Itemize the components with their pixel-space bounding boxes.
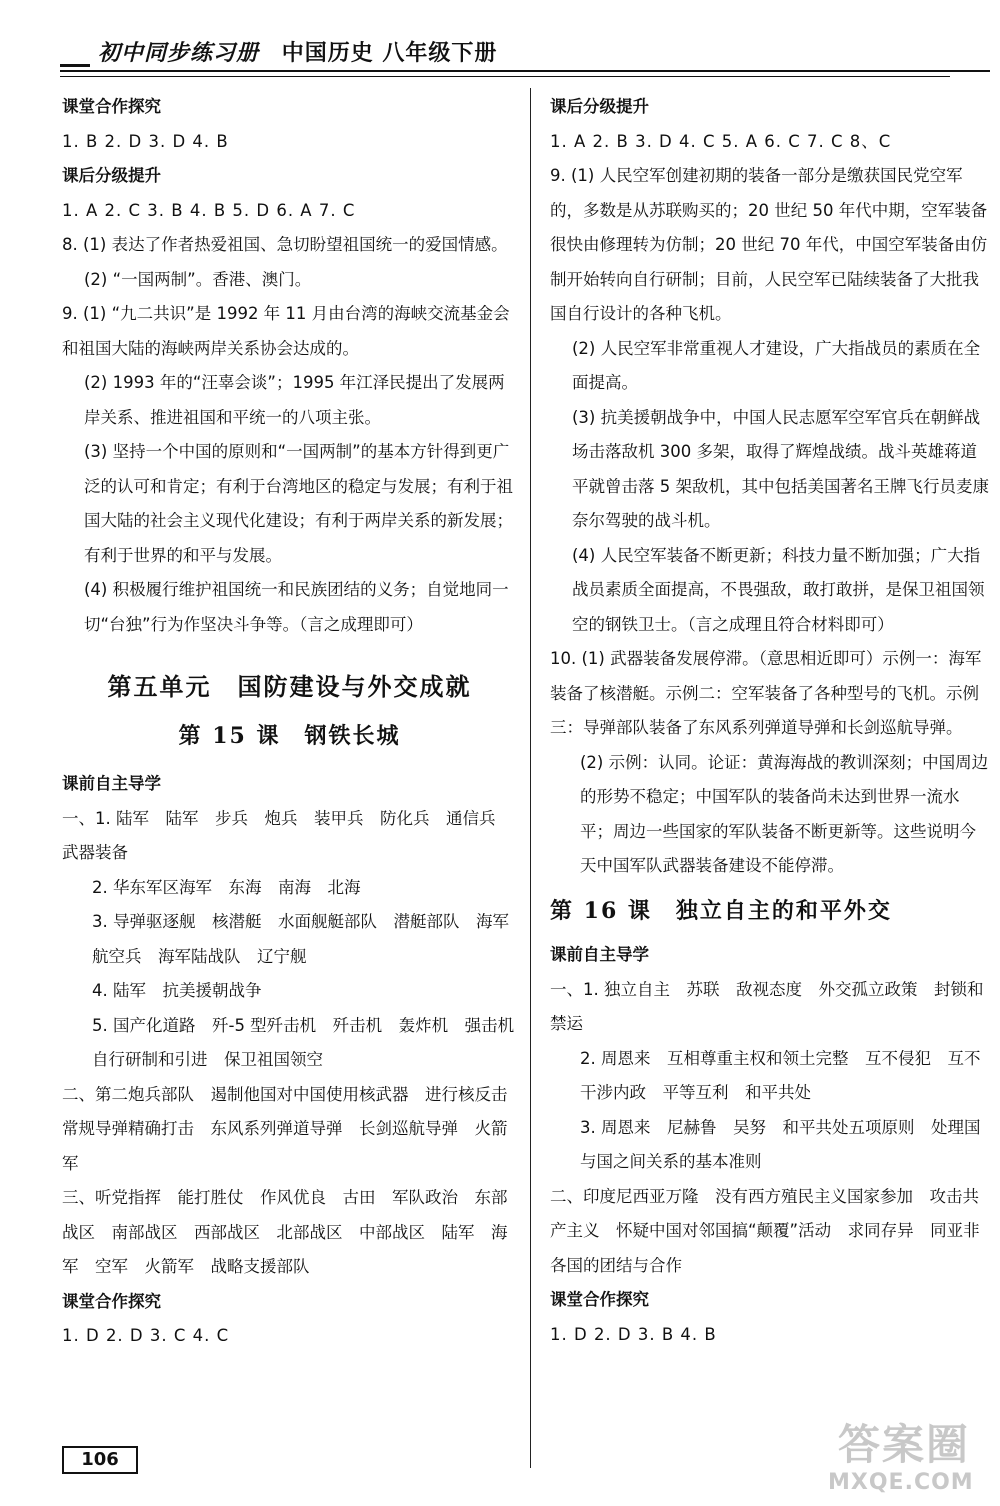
section-title: 课后分级提升 [550,97,649,116]
watermark-logo [828,1412,988,1502]
answer-paragraph: 4. 陆军 抗美援朝战争 [92,981,262,1000]
section-title: 课后分级提升 [62,166,161,185]
header-title [98,36,497,67]
answer-paragraph: 一、1. 独立自主 苏联 敌视态度 外交孤立政策 封锁和禁运 [550,979,984,1033]
answer-paragraph: 2. 华东军区海军 东海 南海 北海 [92,877,361,897]
answer-paragraph: (3) 抗美援朝战争中，中国人民志愿军空军官兵在朝鲜战场击落敌机 300 多架，取得了辉煌战绩。战斗英雄蒋道平就曾击落 5 架敌机，其中包括美国著名王牌飞行员麦康奈尔驾驶的战斗机。 [572,407,989,530]
watermark-sub: MXQE.COM [828,1470,974,1495]
section-title: 课前自主导学 [62,774,161,793]
answer-paragraph: 三、听党指挥 能打胜仗 作风优良 古田 军队政治 东部战区 南部战区 西部战区 北部战区 中部战区 陆军 海军 空军 火箭军 战略支援部队 [62,1188,508,1276]
header-rule-thin [60,76,950,77]
right-column [550,90,990,1352]
answer-paragraph: (2) 人民空军非常重视人才建设，广大指战员的素质在全面提高。 [572,338,981,392]
lesson-title: 第 15 课 钢铁长城 [178,722,401,749]
section-title: 课堂合作探究 [550,1290,649,1309]
answer-line: 1. A 2. B 3. D 4. C 5. A 6. C 7. C 8、C [550,131,892,151]
answer-line: 1. D 2. D 3. C 4. C [62,1326,230,1345]
header-decoration [60,64,90,67]
page-number: 106 [62,1446,138,1474]
answer-line: 1. B 2. D 3. D 4. B [62,131,229,151]
answer-paragraph: (4) 人民空军装备不断更新；科技力量不断加强；广大指战员素质全面提高，不畏强敌，敢打敢拼，是保卫祖国领空的钢铁卫士。（言之成理且符合材料即可） [572,545,985,634]
section-title: 课堂合作探究 [62,97,161,116]
header-series: 初中同步练习册 [98,41,260,66]
answer-paragraph: 10. (1) 武器装备发展停滞。（意思相近即可）示例一：海军装备了核潜艇。示例二：空军装备了各种型号的飞机。示例三：导弹部队装备了东风系列弹道导弹和长剑巡航导弹。 [550,649,982,737]
answer-paragraph: 8. (1) 表达了作者热爱祖国、急切盼望祖国统一的爱国情感。 [62,235,508,254]
answer-paragraph: (2) “一国两制”。香港、澳门。 [84,269,312,289]
lesson-title: 第 16 课 独立自主的和平外交 [550,897,892,924]
answer-paragraph: 一、1. 陆军 陆军 步兵 炮兵 装甲兵 防化兵 通信兵 武器装备 [62,808,512,862]
answer-line: 1. A 2. C 3. B 4. B 5. D 6. A 7. C [62,200,356,220]
answer-paragraph: 9. (1) 人民空军创建初期的装备一部分是缴获国民党空军的，多数是从苏联购买的；20 世纪 50 年代中期，空军装备很快由修理转为仿制；20 世纪 70 年代，中国空军装备由仿制开始转向自行研制；目前，人民空军已陆续装备了大批我国自行设计的各种飞机。 [550,166,988,323]
answer-paragraph: (2) 1993 年的“汪辜会谈”；1995 年江泽民提出了发展两岸关系、推进祖国和平统一的八项主张。 [84,373,505,427]
answer-paragraph: 3. 导弹驱逐舰 核潜艇 水面舰艇部队 潜艇部队 海军航空兵 海军陆战队 辽宁舰 [92,912,509,966]
section-title: 课堂合作探究 [62,1291,161,1311]
page-header [60,30,990,86]
answer-paragraph: (3) 坚持一个中国的原则和“一国两制”的基本方针得到更广泛的认可和肯定；有利于台湾地区的稳定与发展；有利于祖国大陆的社会主义现代化建设；有利于两岸关系的新发展；有利于世界的和平与发展。 [84,442,513,565]
answer-paragraph: 二、第二炮兵部队 遏制他国对中国使用核武器 进行核反击 常规导弹精确打击 东风系列弹道导弹 长剑巡航导弹 火箭军 [62,1084,524,1173]
left-column [62,90,531,1354]
section-title: 课前自主导学 [550,945,649,964]
column-divider [530,88,531,1468]
unit-title: 第五单元 国防建设与外交成就 [107,672,472,701]
answer-paragraph: 3. 周恩来 尼赫鲁 吴努 和平共处五项原则 处理国与国之间关系的基本准则 [580,1117,981,1171]
answer-paragraph: (2) 示例：认同。论证：黄海海战的教训深刻；中国周边的形势不稳定；中国军队的装备尚未达到世界一流水平；周边一些国家的军队装备不断更新等。这些说明今天中国军队武器装备建设不能停滞。 [580,752,989,875]
answer-paragraph: 二、印度尼西亚万隆 没有西方殖民主义国家参加 攻击共产主义 怀疑中国对邻国搞“颠覆”活动 求同存异 同亚非各国的团结与合作 [550,1186,980,1275]
header-rule [60,70,990,72]
header-subject: 中国历史 八年级下册 [281,41,498,66]
answer-paragraph: 9. (1) “九二共识”是 1992 年 11 月由台湾的海峡交流基金会和祖国大陆的海峡两岸关系协会达成的。 [62,304,510,358]
answer-paragraph: 5. 国产化道路 歼-5 型歼击机 歼击机 轰炸机 强击机 自行研制和引进 保卫祖国领空 [92,1015,531,1069]
answer-line: 1. D 2. D 3. B 4. B [550,1324,717,1344]
answer-paragraph: (4) 积极履行维护祖国统一和民族团结的义务；自觉地同一切“台独”行为作坚决斗争等。（言之成理即可） [84,580,509,634]
watermark-main: 答案圈 [838,1420,971,1469]
answer-paragraph: 2. 周恩来 互相尊重主权和领土完整 互不侵犯 互不干涉内政 平等互利 和平共处 [580,1048,981,1102]
